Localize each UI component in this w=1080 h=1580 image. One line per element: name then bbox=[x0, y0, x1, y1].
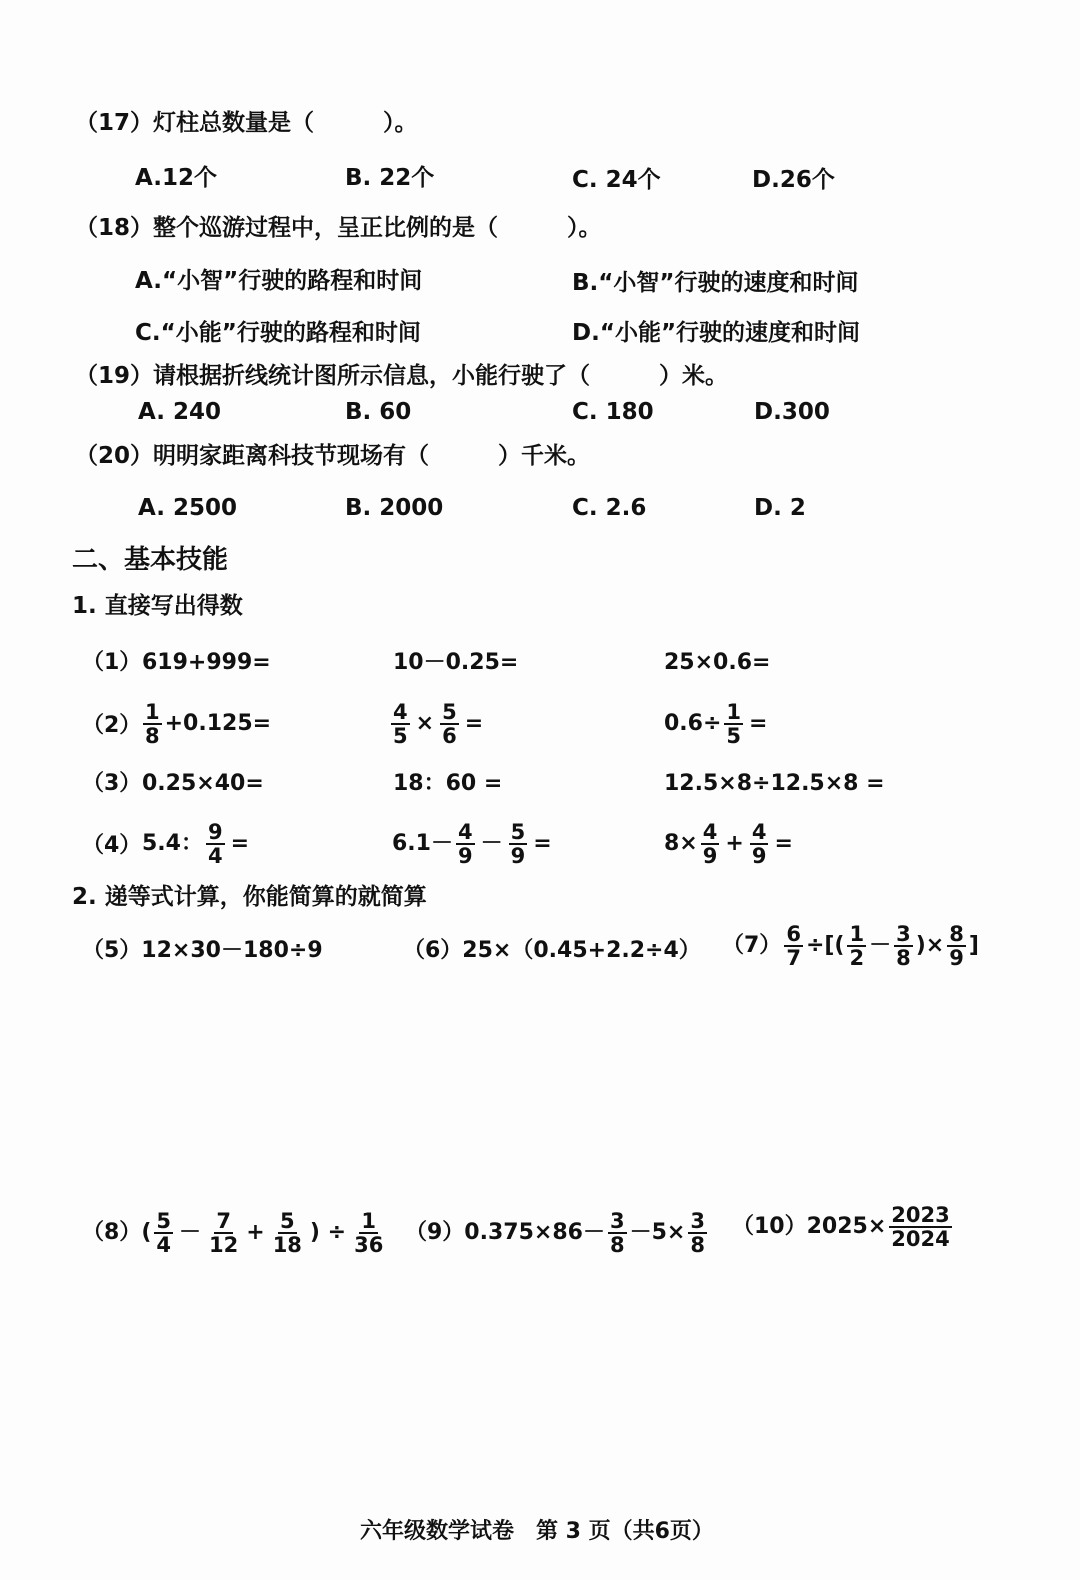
fraction: $\frac{5}{18}$ bbox=[272, 1209, 302, 1257]
row3-label: （3） bbox=[82, 771, 142, 796]
q19-option-d: D.300 bbox=[754, 399, 830, 425]
problem-7: （7） $\frac{6}{7}$ ÷[( $\frac{1}{2}$ － $\frac{3}{8}$ )× $\frac{8}{9}$ ] bbox=[722, 922, 979, 970]
expr-1c: 25×0.6= bbox=[664, 650, 771, 675]
expr-1a: 619+999= bbox=[142, 650, 271, 675]
problem-9: （9）0.375×86－ $\frac{3}{8}$ －5× $\frac{3}{8}$ bbox=[405, 1209, 705, 1257]
q19-option-a: A. 240 bbox=[138, 399, 221, 425]
fraction: $\frac{1}{36}$ bbox=[354, 1209, 384, 1257]
q19-option-c: C. 180 bbox=[572, 399, 654, 425]
expr-3c: 12.5×8÷12.5×8 = bbox=[664, 771, 885, 796]
expr-1b: 10－0.25= bbox=[393, 650, 519, 675]
q18-option-d: D.“小能”行驶的速度和时间 bbox=[572, 320, 861, 346]
fraction: $\frac{7}{12}$ bbox=[209, 1209, 239, 1257]
expr-4a: 5.4： $\frac{9}{4}$ = bbox=[142, 820, 250, 868]
q20-option-b: B. 2000 bbox=[345, 495, 444, 521]
section-2-title: 二、基本技能 bbox=[72, 545, 229, 575]
fraction: $\frac{4}{9}$ bbox=[751, 820, 767, 868]
expr-2b: $\frac{4}{5}$ × $\frac{5}{6}$ = bbox=[393, 700, 484, 748]
expr-4b: 6.1－ $\frac{4}{9}$ － $\frac{5}{9}$ = bbox=[392, 820, 552, 868]
fraction: $\frac{5}{6}$ bbox=[442, 700, 457, 748]
part-1-title: 1. 直接写出得数 bbox=[72, 593, 243, 619]
q17-option-c: C. 24个 bbox=[572, 167, 661, 193]
expr-2a: $\frac{1}{8}$ +0.125= bbox=[145, 700, 272, 748]
fraction: $\frac{8}{9}$ bbox=[949, 922, 964, 970]
fraction: $\frac{4}{9}$ bbox=[457, 820, 473, 868]
q17-stem: （17）灯柱总数量是（ ）。 bbox=[75, 110, 418, 136]
row4-label: （4） bbox=[82, 833, 142, 858]
q20-option-c: C. 2.6 bbox=[572, 495, 647, 521]
q19-stem: （19）请根据折线统计图所示信息，小能行驶了（ ）米。 bbox=[75, 363, 729, 389]
q20-stem: （20）明明家距离科技节现场有（ ）千米。 bbox=[75, 443, 591, 469]
fraction: $\frac{3}{8}$ bbox=[690, 1209, 705, 1257]
fraction: $\frac{5}{9}$ bbox=[510, 820, 526, 868]
q18-option-c: C.“小能”行驶的路程和时间 bbox=[135, 320, 421, 346]
problem-6: （6）25×（0.45+2.2÷4） bbox=[403, 938, 701, 963]
fraction: $\frac{1}{8}$ bbox=[145, 700, 160, 748]
expr-4c: 8× $\frac{4}{9}$ + $\frac{4}{9}$ = bbox=[664, 820, 793, 868]
q20-option-a: A. 2500 bbox=[138, 495, 237, 521]
q18-option-a: A.“小智”行驶的路程和时间 bbox=[135, 268, 423, 294]
q17-option-b: B. 22个 bbox=[345, 165, 435, 191]
page-footer: 六年级数学试卷 第 3 页（共6页） bbox=[360, 1519, 714, 1544]
q17-option-d: D.26个 bbox=[752, 167, 835, 193]
fraction: $\frac{3}{8}$ bbox=[609, 1209, 625, 1257]
part-2-title: 2. 递等式计算，你能简算的就简算 bbox=[72, 884, 427, 910]
expr-2c: 0.6÷ $\frac{1}{5}$ = bbox=[664, 700, 768, 748]
q20-option-d: D. 2 bbox=[754, 495, 806, 521]
row1-label: （1） bbox=[82, 650, 142, 675]
row2-label: （2） bbox=[82, 713, 142, 738]
problem-10: （10）2025× $\frac{2023}{2024}$ bbox=[732, 1203, 950, 1251]
expr-3b: 18：60 = bbox=[393, 771, 503, 796]
q17-option-a: A.12个 bbox=[135, 165, 217, 191]
fraction: $\frac{4}{5}$ bbox=[393, 700, 408, 748]
fraction: $\frac{4}{9}$ bbox=[702, 820, 718, 868]
fraction: $\frac{2023}{2024}$ bbox=[891, 1203, 950, 1251]
q19-option-b: B. 60 bbox=[345, 399, 412, 425]
fraction: $\frac{3}{8}$ bbox=[896, 922, 911, 970]
fraction: $\frac{5}{4}$ bbox=[156, 1209, 171, 1257]
fraction: $\frac{9}{4}$ bbox=[207, 820, 223, 868]
expr-3a: 0.25×40= bbox=[142, 771, 264, 796]
fraction: $\frac{1}{5}$ bbox=[726, 700, 742, 748]
problem-8: （8） ( $\frac{5}{4}$ － $\frac{7}{12}$ + $\frac{5}{18}$ ) ÷ $\frac{1}{36}$ bbox=[82, 1209, 384, 1257]
fraction: $\frac{1}{2}$ bbox=[849, 922, 865, 970]
q18-stem: （18）整个巡游过程中，呈正比例的是（ ）。 bbox=[75, 215, 602, 241]
q18-option-b: B.“小智”行驶的速度和时间 bbox=[572, 270, 859, 296]
problem-5: （5）12×30－180÷9 bbox=[82, 938, 323, 963]
fraction: $\frac{6}{7}$ bbox=[786, 922, 801, 970]
